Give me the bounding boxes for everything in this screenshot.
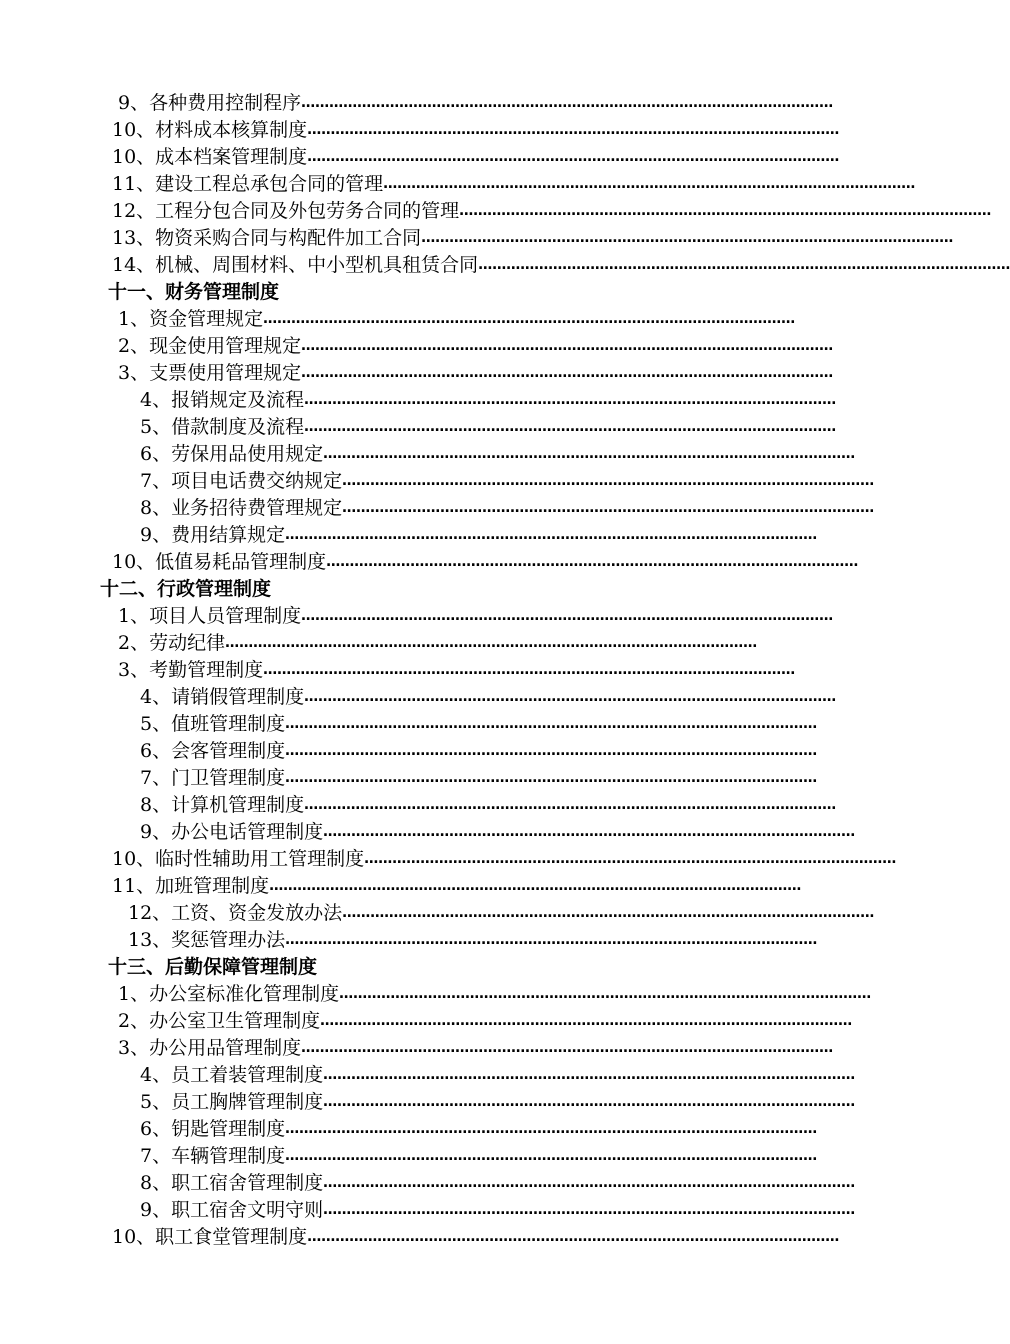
toc-entry-label: 7、项目电话费交纳规定 [140, 470, 343, 492]
toc-entry-label: 9、各种费用控制程序 [118, 92, 302, 114]
toc-entry[interactable] [0, 927, 904, 954]
toc-entry-label: 5、借款制度及流程 [140, 416, 305, 438]
dot-leader: …………………………………………………………………………………………………… [304, 419, 837, 435]
dot-leader: …………………………………………………………………………………………………… [323, 1175, 856, 1191]
toc-entry-label: 4、请销假管理制度 [140, 686, 305, 708]
toc-entry-label: 7、门卫管理制度 [140, 767, 286, 789]
dot-leader: …………………………………………………………………………………………………… [342, 905, 875, 921]
toc-entry[interactable] [0, 819, 916, 846]
toc-entry-label: 10、材料成本核算制度 [112, 119, 308, 141]
dot-leader: …………………………………………………………………………………………………… [459, 203, 992, 219]
dot-leader: …………………………………………………………………………………………………… [285, 716, 818, 732]
toc-entry[interactable] [0, 1170, 916, 1197]
dot-leader: …………………………………………………………………………………………………… [285, 743, 818, 759]
toc-entry-label: 4、报销规定及流程 [140, 389, 305, 411]
toc-entry[interactable] [0, 225, 954, 252]
toc-entry-label: 1、资金管理规定 [118, 308, 264, 330]
toc-entry[interactable] [0, 495, 916, 522]
dot-leader: …………………………………………………………………………………………………… [263, 662, 796, 678]
toc-entry[interactable] [0, 1008, 873, 1035]
toc-entry[interactable] [0, 387, 916, 414]
toc-entry[interactable] [0, 711, 895, 738]
toc-entry[interactable] [0, 171, 916, 198]
toc-entry-label: 2、劳动纪律 [118, 632, 226, 654]
table-of-contents [0, 90, 1010, 1251]
toc-entry-label: 9、职工宿舍文明守则 [140, 1199, 324, 1221]
dot-leader: …………………………………………………………………………………………………… [301, 365, 834, 381]
dot-leader: …………………………………………………………………………………………………… [323, 446, 856, 462]
toc-entry-label: 6、会客管理制度 [140, 740, 286, 762]
dot-leader: …………………………………………………………………………………………………… [307, 149, 840, 165]
toc-entry[interactable] [0, 1035, 873, 1062]
dot-leader: …………………………………………………………………………………………………… [307, 1229, 840, 1245]
toc-entry[interactable] [0, 441, 916, 468]
section-heading-label: 十三、后勤保障管理制度 [108, 956, 318, 978]
toc-entry-label: 12、工程分包合同及外包劳务合同的管理 [112, 200, 460, 222]
toc-entry-label: 10、成本档案管理制度 [112, 146, 308, 168]
dot-leader: …………………………………………………………………………………………………… [383, 176, 916, 192]
dot-leader: …………………………………………………………………………………………………… [323, 1094, 856, 1110]
section-heading-logistics[interactable] [0, 954, 950, 981]
toc-entry-label: 11、建设工程总承包合同的管理 [112, 173, 384, 195]
toc-entry[interactable] [0, 765, 916, 792]
dot-leader: …………………………………………………………………………………………………… [307, 122, 840, 138]
toc-entry[interactable] [0, 1143, 916, 1170]
toc-entry[interactable] [0, 198, 992, 225]
toc-entry-label: 4、员工着装管理制度 [140, 1064, 324, 1086]
section-heading-finance[interactable] [0, 279, 950, 306]
dot-leader: …………………………………………………………………………………………………… [269, 878, 802, 894]
toc-entry-label: 3、办公用品管理制度 [118, 1037, 302, 1059]
dot-leader: …………………………………………………………………………………………………… [285, 1121, 818, 1137]
toc-entry-label: 6、钥匙管理制度 [140, 1118, 286, 1140]
toc-entry[interactable] [0, 414, 916, 441]
toc-entry-label: 7、车辆管理制度 [140, 1145, 286, 1167]
toc-entry[interactable] [0, 522, 916, 549]
toc-entry-label: 9、费用结算规定 [140, 524, 286, 546]
toc-entry-label: 2、办公室卫生管理制度 [118, 1010, 321, 1032]
dot-leader: …………………………………………………………………………………………………… [301, 608, 834, 624]
toc-entry-label: 13、奖惩管理办法 [128, 929, 286, 951]
toc-entry-label: 11、加班管理制度 [112, 875, 270, 897]
toc-entry-label: 5、值班管理制度 [140, 713, 286, 735]
toc-entry[interactable] [0, 981, 873, 1008]
toc-entry[interactable] [0, 846, 897, 873]
dot-leader: …………………………………………………………………………………………………… [304, 797, 837, 813]
toc-entry-label: 5、员工胸牌管理制度 [140, 1091, 324, 1113]
dot-leader: …………………………………………………………………………………………………… [285, 1148, 818, 1164]
dot-leader: …………………………………………………………………………………………………… [364, 851, 897, 867]
dot-leader: …………………………………………………………………………………………………… [323, 824, 856, 840]
dot-leader: …………………………………………………………………………………………………… [323, 1202, 856, 1218]
toc-entry-label: 8、计算机管理制度 [140, 794, 305, 816]
dot-leader: …………………………………………………………………………………………………… [323, 1067, 856, 1083]
toc-entry[interactable] [0, 360, 873, 387]
toc-entry-label: 10、低值易耗品管理制度 [112, 551, 327, 573]
dot-leader: …………………………………………………………………………………………………… [263, 311, 796, 327]
toc-entry[interactable] [0, 1224, 872, 1251]
toc-entry-label: 1、项目人员管理制度 [118, 605, 302, 627]
toc-entry-label: 3、考勤管理制度 [118, 659, 264, 681]
dot-leader: …………………………………………………………………………………………………… [342, 473, 875, 489]
toc-entry[interactable] [0, 1116, 916, 1143]
dot-leader: …………………………………………………………………………………………………… [285, 770, 818, 786]
toc-entry[interactable] [0, 657, 873, 684]
toc-entry[interactable] [0, 603, 873, 630]
toc-entry-label: 8、职工宿舍管理制度 [140, 1172, 324, 1194]
dot-leader: …………………………………………………………………………………………………… [421, 230, 954, 246]
dot-leader: …………………………………………………………………………………………………… [301, 338, 834, 354]
dot-leader: …………………………………………………………………………………………………… [301, 1040, 834, 1056]
dot-leader: …………………………………………………………………………………………………… [225, 635, 758, 651]
toc-entry-label: 8、业务招待费管理规定 [140, 497, 343, 519]
toc-entry[interactable] [0, 333, 873, 360]
toc-entry[interactable] [0, 117, 872, 144]
dot-leader: …………………………………………………………………………………………………… [326, 554, 859, 570]
toc-entry-label: 10、临时性辅助用工管理制度 [112, 848, 365, 870]
toc-entry[interactable] [0, 792, 916, 819]
dot-leader: …………………………………………………………………………………………………… [320, 1013, 853, 1029]
toc-entry[interactable] [0, 90, 873, 117]
toc-entry[interactable] [0, 306, 873, 333]
toc-entry[interactable] [0, 738, 916, 765]
toc-entry-label: 1、办公室标准化管理制度 [118, 983, 340, 1005]
toc-entry-label: 3、支票使用管理规定 [118, 362, 302, 384]
toc-entry-label: 12、工资、资金发放办法 [128, 902, 343, 924]
dot-leader: …………………………………………………………………………………………………… [478, 257, 1010, 273]
toc-entry[interactable] [0, 1062, 916, 1089]
toc-entry[interactable] [0, 144, 872, 171]
toc-entry[interactable] [0, 900, 904, 927]
toc-entry-label: 2、现金使用管理规定 [118, 335, 302, 357]
toc-entry-label: 6、劳保用品使用规定 [140, 443, 324, 465]
dot-leader: …………………………………………………………………………………………………… [285, 932, 818, 948]
toc-entry[interactable] [0, 549, 872, 576]
section-heading-label: 十二、行政管理制度 [100, 578, 272, 600]
toc-entry-label: 14、机械、周围材料、中小型机具租赁合同 [112, 254, 479, 276]
toc-entry[interactable] [0, 684, 916, 711]
toc-entry[interactable] [0, 252, 1010, 279]
toc-entry[interactable] [0, 873, 872, 900]
toc-entry[interactable] [0, 1089, 916, 1116]
dot-leader: …………………………………………………………………………………………………… [301, 95, 834, 111]
section-heading-administration[interactable] [0, 576, 950, 603]
dot-leader: …………………………………………………………………………………………………… [304, 689, 837, 705]
dot-leader: …………………………………………………………………………………………………… [339, 986, 872, 1002]
toc-entry[interactable] [0, 468, 916, 495]
dot-leader: …………………………………………………………………………………………………… [304, 392, 837, 408]
dot-leader: …………………………………………………………………………………………………… [342, 500, 875, 516]
dot-leader: …………………………………………………………………………………………………… [285, 527, 818, 543]
toc-entry[interactable] [0, 630, 873, 657]
toc-entry-label: 9、办公电话管理制度 [140, 821, 324, 843]
section-heading-label: 十一、财务管理制度 [108, 281, 280, 303]
toc-entry-label: 10、职工食堂管理制度 [112, 1226, 308, 1248]
toc-entry-label: 13、物资采购合同与构配件加工合同 [112, 227, 422, 249]
toc-entry[interactable] [0, 1197, 916, 1224]
